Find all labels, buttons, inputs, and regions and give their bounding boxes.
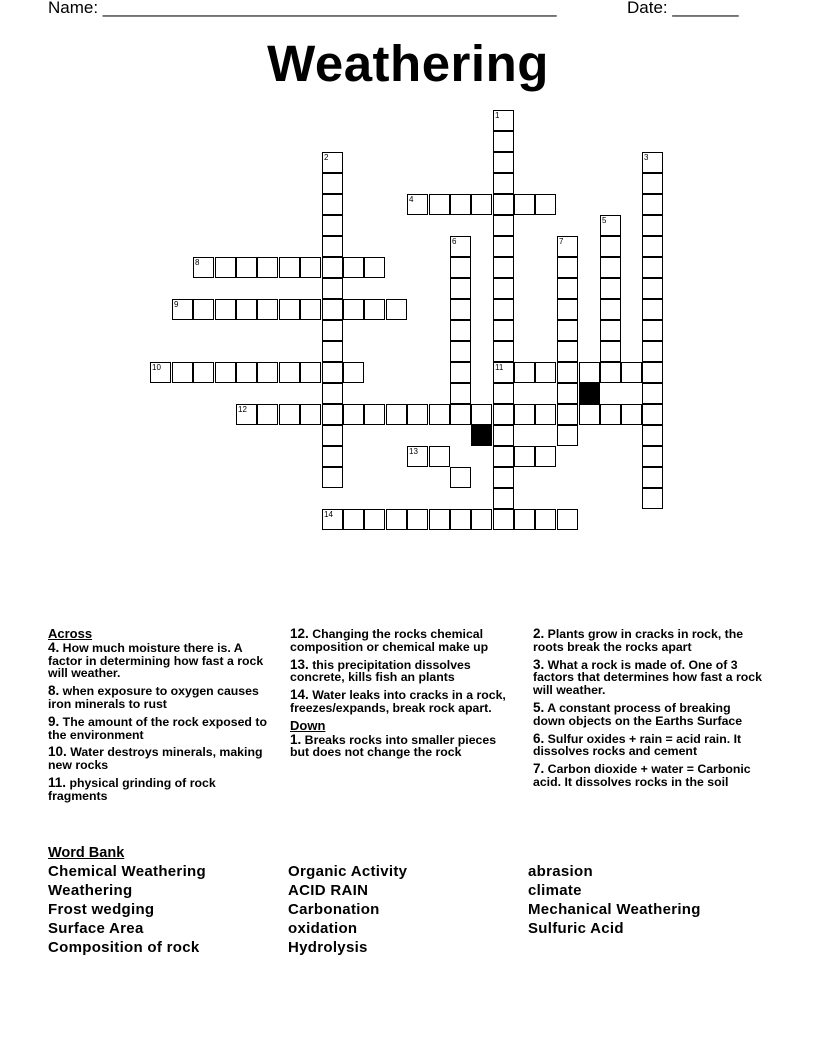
clue-item-text: when exposure to oxygen causes iron minerals to rust — [48, 684, 259, 711]
crossword-cell[interactable] — [493, 194, 514, 215]
crossword-cell[interactable] — [493, 278, 514, 299]
crossword-cell[interactable] — [150, 362, 171, 383]
clue-item — [290, 628, 515, 654]
clue-number: 4 — [409, 195, 414, 204]
crossword-cell[interactable] — [642, 257, 663, 278]
crossword-cell[interactable] — [493, 362, 514, 383]
crossword-cell[interactable] — [193, 362, 214, 383]
crossword-cell[interactable] — [600, 299, 621, 320]
crossword-cell[interactable] — [257, 257, 278, 278]
crossword-cell[interactable] — [493, 110, 514, 131]
crossword-cell[interactable] — [642, 404, 663, 425]
crossword-cell[interactable] — [557, 320, 578, 341]
crossword-cell[interactable] — [322, 425, 343, 446]
crossword-cell[interactable] — [642, 446, 663, 467]
clue-item-number: 7. — [533, 761, 545, 777]
crossword-cell[interactable] — [279, 404, 300, 425]
crossword-cell[interactable] — [322, 404, 343, 425]
crossword-cell[interactable] — [450, 467, 471, 488]
crossword-cell[interactable] — [429, 446, 450, 467]
crossword-block — [471, 425, 492, 446]
crossword-cell[interactable] — [300, 362, 321, 383]
crossword-cell[interactable] — [514, 509, 535, 530]
clue-item-number: 5. — [533, 699, 545, 715]
crossword-cell[interactable] — [493, 509, 514, 530]
clue-item — [290, 656, 515, 685]
crossword-cell[interactable] — [257, 404, 278, 425]
crossword-cell[interactable] — [642, 299, 663, 320]
crossword-cell[interactable] — [514, 446, 535, 467]
word-bank-entry: Composition of rock — [48, 939, 200, 956]
crossword-cell[interactable] — [236, 404, 257, 425]
crossword-cell[interactable] — [642, 488, 663, 509]
crossword-block — [579, 383, 600, 404]
clue-item-number: 6. — [533, 730, 545, 746]
crossword-cell[interactable] — [493, 152, 514, 173]
crossword-cell[interactable] — [322, 173, 343, 194]
crossword-cell[interactable] — [642, 215, 663, 236]
clue-item-number: 8. — [48, 683, 60, 699]
crossword-cell[interactable] — [300, 299, 321, 320]
crossword-cell[interactable] — [322, 236, 343, 257]
clue-item-text: Changing the rocks chemical composition or chemical make up — [290, 627, 489, 654]
crossword-cell[interactable] — [600, 278, 621, 299]
crossword-cell[interactable] — [642, 383, 663, 404]
crossword-cell[interactable] — [450, 278, 471, 299]
crossword-cell[interactable] — [450, 257, 471, 278]
crossword-cell[interactable] — [193, 257, 214, 278]
crossword-cell[interactable] — [343, 362, 364, 383]
crossword-cell[interactable] — [172, 299, 193, 320]
crossword-cell[interactable] — [450, 320, 471, 341]
crossword-cell[interactable] — [493, 299, 514, 320]
crossword-cell[interactable] — [493, 131, 514, 152]
crossword-cell[interactable] — [493, 341, 514, 362]
crossword-cell[interactable] — [364, 299, 385, 320]
word-bank-entry: oxidation — [288, 920, 358, 937]
crossword-cell[interactable] — [642, 467, 663, 488]
crossword-cell[interactable] — [279, 257, 300, 278]
clue-number: 13 — [409, 447, 418, 456]
crossword-cell[interactable] — [300, 404, 321, 425]
crossword-cell[interactable] — [514, 362, 535, 383]
crossword-cell[interactable] — [493, 467, 514, 488]
crossword-cell[interactable] — [215, 362, 236, 383]
crossword-cell[interactable] — [300, 257, 321, 278]
crossword-cell[interactable] — [535, 446, 556, 467]
crossword-cell[interactable] — [279, 362, 300, 383]
crossword-cell[interactable] — [493, 236, 514, 257]
clue-number: 2 — [324, 153, 329, 162]
crossword-cell[interactable] — [450, 404, 471, 425]
clue-item — [533, 730, 763, 759]
crossword-cell[interactable] — [642, 362, 663, 383]
clue-number: 14 — [324, 510, 333, 519]
clue-number: 9 — [174, 300, 179, 309]
crossword-cell[interactable] — [557, 425, 578, 446]
clue-item-text: Sulfur oxides + rain = acid rain. It dissolves rocks and cement — [533, 731, 742, 759]
crossword-cell[interactable] — [257, 362, 278, 383]
crossword-cell[interactable] — [322, 152, 343, 173]
across-clue-list — [48, 639, 278, 803]
crossword-cell[interactable] — [493, 446, 514, 467]
crossword-cell[interactable] — [450, 299, 471, 320]
clue-item-text: Water leaks into cracks in a rock, freezes/expands, break rock apart. — [290, 688, 506, 715]
crossword-cell[interactable] — [322, 467, 343, 488]
crossword-cell[interactable] — [557, 362, 578, 383]
clue-item-text: Water destroys minerals, making new rocks — [48, 745, 263, 773]
crossword-cell[interactable] — [557, 278, 578, 299]
crossword-cell[interactable] — [215, 257, 236, 278]
word-bank-entry: Surface Area — [48, 920, 144, 937]
crossword-cell[interactable] — [322, 257, 343, 278]
clue-number: 10 — [152, 363, 161, 372]
crossword-cell[interactable] — [514, 404, 535, 425]
crossword-cell[interactable] — [642, 152, 663, 173]
crossword-cell[interactable] — [407, 404, 428, 425]
crossword-cell[interactable] — [535, 362, 556, 383]
clue-item — [533, 628, 763, 654]
clue-item-number: 10. — [48, 744, 67, 760]
crossword-cell[interactable] — [557, 383, 578, 404]
crossword-cell[interactable] — [386, 509, 407, 530]
crossword-cell[interactable] — [407, 194, 428, 215]
crossword-cell[interactable] — [193, 299, 214, 320]
clue-number: 11 — [495, 363, 504, 372]
word-bank-entry: Carbonation — [288, 901, 380, 918]
crossword-cell[interactable] — [450, 509, 471, 530]
crossword-cell[interactable] — [557, 509, 578, 530]
name-field[interactable]: Name: ________________________________________________ — [48, 0, 557, 17]
crossword-cell[interactable] — [429, 404, 450, 425]
clue-item-text: Plants grow in cracks in rock, the roots break the rocks apart — [533, 627, 744, 654]
crossword-cell[interactable] — [493, 404, 514, 425]
word-bank-entry: Frost wedging — [48, 901, 155, 918]
clue-item-text: this precipitation dissolves concrete, kills fish an plants — [290, 657, 471, 685]
crossword-cell[interactable] — [642, 173, 663, 194]
crossword-cell[interactable] — [236, 299, 257, 320]
crossword-cell[interactable] — [621, 404, 642, 425]
clue-item — [290, 689, 515, 715]
word-bank-column-3 — [528, 862, 701, 938]
crossword-cell[interactable] — [343, 257, 364, 278]
clue-item — [533, 699, 763, 728]
word-bank-entry: ACID RAIN — [288, 882, 369, 899]
crossword-cell[interactable] — [322, 299, 343, 320]
crossword-cell[interactable] — [364, 404, 385, 425]
crossword-cell[interactable] — [322, 446, 343, 467]
crossword-cell[interactable] — [471, 404, 492, 425]
clue-item-number: 4. — [48, 639, 60, 655]
crossword-cell[interactable] — [257, 299, 278, 320]
crossword-cell[interactable] — [557, 257, 578, 278]
page-title: Weathering — [267, 35, 549, 92]
clue-item — [533, 763, 763, 789]
crossword-cell[interactable] — [493, 425, 514, 446]
clue-item-number: 14. — [290, 687, 309, 703]
crossword-cell[interactable] — [557, 236, 578, 257]
clue-item-number: 2. — [533, 626, 545, 641]
clue-item-number: 9. — [48, 713, 60, 729]
crossword-cell[interactable] — [279, 299, 300, 320]
crossword-cell[interactable] — [471, 194, 492, 215]
crossword-cell[interactable] — [579, 404, 600, 425]
crossword-cell[interactable] — [343, 404, 364, 425]
crossword-cell[interactable] — [322, 320, 343, 341]
clue-number: 5 — [602, 216, 607, 225]
crossword-cell[interactable] — [557, 299, 578, 320]
crossword-cell[interactable] — [322, 278, 343, 299]
crossword-cell[interactable] — [322, 215, 343, 236]
crossword-cell[interactable] — [407, 446, 428, 467]
crossword-cell[interactable] — [600, 320, 621, 341]
crossword-cell[interactable] — [322, 509, 343, 530]
clue-item-text: What a rock is made of. One of 3 factors that determines how fast a rock will weather. — [533, 657, 762, 698]
crossword-cell[interactable] — [343, 299, 364, 320]
word-bank-heading: Word Bank — [48, 845, 125, 861]
crossword-cell[interactable] — [493, 488, 514, 509]
word-bank-entry: Chemical Weathering — [48, 863, 206, 880]
crossword-cell[interactable] — [493, 257, 514, 278]
clue-item-number: 3. — [533, 656, 545, 672]
crossword-cell[interactable] — [450, 236, 471, 257]
clue-number: 1 — [495, 111, 500, 120]
word-bank-column-2 — [288, 862, 407, 957]
crossword-cell[interactable] — [535, 404, 556, 425]
crossword-cell[interactable] — [364, 257, 385, 278]
crossword-cell[interactable] — [450, 362, 471, 383]
clues-column-3 — [533, 628, 763, 794]
crossword-cell[interactable] — [535, 194, 556, 215]
clue-item-number: 1. — [290, 731, 302, 747]
clue-item-number: 13. — [290, 656, 309, 672]
crossword-cell[interactable] — [600, 215, 621, 236]
clue-number: 6 — [452, 237, 457, 246]
crossword-cell[interactable] — [429, 509, 450, 530]
clue-item — [48, 746, 278, 772]
crossword-cell[interactable] — [642, 320, 663, 341]
crossword-cell[interactable] — [600, 257, 621, 278]
crossword-cell[interactable] — [642, 278, 663, 299]
crossword-cell[interactable] — [450, 194, 471, 215]
crossword-cell[interactable] — [557, 404, 578, 425]
crossword-cell[interactable] — [343, 509, 364, 530]
across-heading: Across — [48, 626, 93, 641]
clue-item-text: A constant process of breaking down objects on the Earths Surface — [533, 700, 743, 728]
crossword-cell[interactable] — [600, 341, 621, 362]
crossword-cell[interactable] — [236, 362, 257, 383]
clue-number: 8 — [195, 258, 200, 267]
crossword-cell[interactable] — [535, 509, 556, 530]
crossword-cell[interactable] — [600, 404, 621, 425]
crossword-cell[interactable] — [579, 362, 600, 383]
clue-number: 3 — [644, 153, 649, 162]
crossword-cell[interactable] — [322, 341, 343, 362]
clue-number: 12 — [238, 405, 247, 414]
crossword-cell[interactable] — [407, 509, 428, 530]
clue-item-text: Breaks rocks into smaller pieces but does not change the rock — [290, 732, 497, 760]
clue-item — [533, 656, 763, 698]
clue-item — [48, 713, 278, 742]
clue-item-text: physical grinding of rock fragments — [48, 775, 216, 803]
down-clue-list-continued — [533, 628, 763, 789]
word-bank-entry: Hydrolysis — [288, 939, 368, 956]
clue-item-number: 11. — [48, 774, 67, 790]
clue-item — [48, 774, 278, 803]
crossword-cell[interactable] — [429, 194, 450, 215]
clue-item — [48, 685, 278, 711]
clue-item-text: The amount of the rock exposed to the environment — [48, 714, 267, 742]
crossword-cell[interactable] — [322, 383, 343, 404]
clues-column-2 — [290, 628, 515, 764]
across-clue-list-continued — [290, 628, 515, 715]
date-field[interactable]: Date: _______ — [627, 0, 739, 17]
crossword-cell[interactable] — [471, 509, 492, 530]
down-clue-list — [290, 731, 515, 760]
word-bank-entry: abrasion — [528, 863, 593, 880]
word-bank-entry: Sulfuric Acid — [528, 920, 624, 937]
crossword-cell[interactable] — [172, 362, 193, 383]
crossword-cell[interactable] — [493, 215, 514, 236]
crossword-cell[interactable] — [386, 299, 407, 320]
crossword-cell[interactable] — [642, 194, 663, 215]
crossword-cell[interactable] — [364, 509, 385, 530]
down-heading: Down — [290, 717, 326, 733]
crossword-cell[interactable] — [322, 362, 343, 383]
crossword-cell[interactable] — [493, 320, 514, 341]
word-bank-entry: Mechanical Weathering — [528, 901, 701, 918]
word-bank-entry: climate — [528, 882, 582, 899]
crossword-cell[interactable] — [215, 299, 236, 320]
crossword-cell[interactable] — [600, 236, 621, 257]
crossword-cell[interactable] — [236, 257, 257, 278]
clue-number: 7 — [559, 237, 564, 246]
crossword-cell[interactable] — [642, 425, 663, 446]
clues-column-1 — [48, 628, 278, 808]
crossword-cell[interactable] — [493, 173, 514, 194]
crossword-cell[interactable] — [450, 383, 471, 404]
crossword-cell[interactable] — [450, 341, 471, 362]
crossword-cell[interactable] — [386, 404, 407, 425]
crossword-cell[interactable] — [514, 194, 535, 215]
clue-item — [290, 731, 515, 760]
clue-item-number: 12. — [290, 626, 309, 641]
crossword-cell[interactable] — [621, 362, 642, 383]
word-bank-entry: Organic Activity — [288, 863, 408, 880]
crossword-cell[interactable] — [322, 194, 343, 215]
clue-item-text: How much moisture there is. A factor in determining how fast a rock will weather. — [48, 640, 264, 681]
crossword-cell[interactable] — [493, 383, 514, 404]
crossword-cell[interactable] — [642, 341, 663, 362]
word-bank-column-1 — [48, 862, 206, 957]
crossword-cell[interactable] — [557, 341, 578, 362]
clue-item — [48, 639, 278, 681]
crossword-cell[interactable] — [600, 362, 621, 383]
clue-item-text: Carbon dioxide + water = Carbonic acid. It dissolves rocks in the soil — [533, 762, 751, 789]
crossword-cell[interactable] — [642, 236, 663, 257]
word-bank-entry: Weathering — [48, 882, 133, 899]
